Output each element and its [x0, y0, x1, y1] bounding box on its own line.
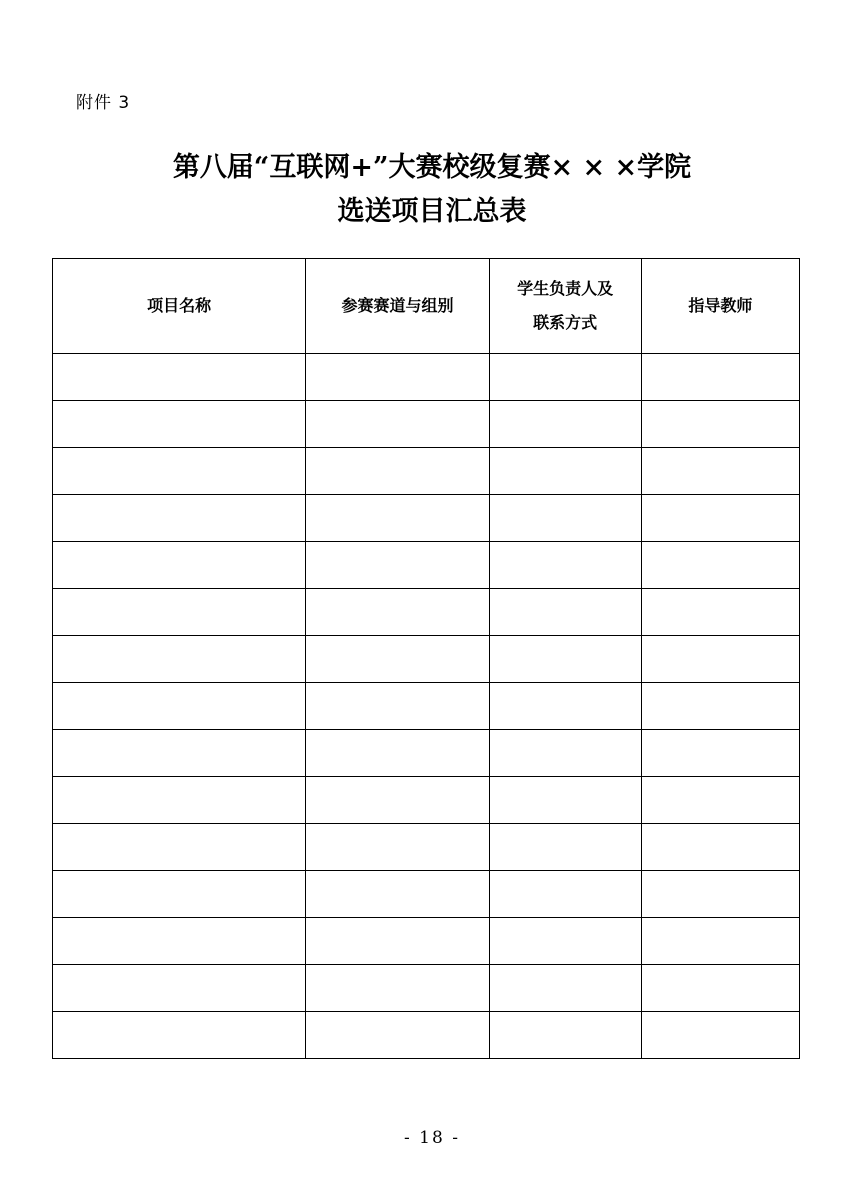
table-cell[interactable] — [53, 542, 306, 589]
table-cell[interactable] — [489, 401, 641, 448]
title-line-2: 选送项目汇总表 — [337, 196, 527, 227]
table-cell[interactable] — [489, 777, 641, 824]
table-cell[interactable] — [489, 683, 641, 730]
table-cell[interactable] — [53, 965, 306, 1012]
table-row — [53, 589, 800, 636]
header-advisor: 指导教师 — [641, 259, 799, 354]
table-cell[interactable] — [53, 683, 306, 730]
table-cell[interactable] — [306, 495, 489, 542]
table-cell[interactable] — [306, 871, 489, 918]
table-cell[interactable] — [489, 965, 641, 1012]
table-cell[interactable] — [306, 401, 489, 448]
table-cell[interactable] — [306, 965, 489, 1012]
table-cell[interactable] — [641, 354, 799, 401]
table-cell[interactable] — [306, 824, 489, 871]
table-cell[interactable] — [489, 636, 641, 683]
table-cell[interactable] — [641, 589, 799, 636]
attachment-label: 附件 3 — [76, 93, 131, 113]
table-cell[interactable] — [641, 777, 799, 824]
table-cell[interactable] — [53, 448, 306, 495]
table-cell[interactable] — [306, 1012, 489, 1059]
table-cell[interactable] — [489, 871, 641, 918]
table-row — [53, 871, 800, 918]
table-cell[interactable] — [641, 1012, 799, 1059]
table-cell[interactable] — [306, 589, 489, 636]
table-cell[interactable] — [641, 495, 799, 542]
table-cell[interactable] — [641, 542, 799, 589]
table-cell[interactable] — [489, 824, 641, 871]
table-cell[interactable] — [489, 730, 641, 777]
table-header-row — [53, 259, 800, 354]
title-line-1: 第八届“互联网+”大赛校级复赛× × ×学院 — [172, 152, 692, 183]
table-body — [53, 354, 800, 1059]
table-cell[interactable] — [641, 824, 799, 871]
table-row — [53, 636, 800, 683]
table-row — [53, 683, 800, 730]
table-cell[interactable] — [489, 448, 641, 495]
table-cell[interactable] — [489, 495, 641, 542]
table-cell[interactable] — [53, 871, 306, 918]
table-row — [53, 965, 800, 1012]
table-cell[interactable] — [489, 1012, 641, 1059]
table-cell[interactable] — [489, 589, 641, 636]
header-student-contact: 学生负责人及 联系方式 — [489, 259, 641, 354]
table-cell[interactable] — [306, 683, 489, 730]
table-cell[interactable] — [641, 683, 799, 730]
header-project-name: 项目名称 — [53, 259, 306, 354]
table-cell[interactable] — [306, 542, 489, 589]
table-cell[interactable] — [53, 401, 306, 448]
table-cell[interactable] — [641, 965, 799, 1012]
table-row — [53, 542, 800, 589]
table-cell[interactable] — [641, 730, 799, 777]
table-cell[interactable] — [641, 918, 799, 965]
table-cell[interactable] — [53, 495, 306, 542]
table-row — [53, 730, 800, 777]
table-row — [53, 495, 800, 542]
table-cell[interactable] — [641, 448, 799, 495]
table-row — [53, 448, 800, 495]
table-cell[interactable] — [489, 542, 641, 589]
table-cell[interactable] — [306, 777, 489, 824]
table-cell[interactable] — [306, 636, 489, 683]
table-cell[interactable] — [641, 871, 799, 918]
table-cell[interactable] — [53, 1012, 306, 1059]
page-number: - 18 - — [404, 1128, 460, 1148]
document-title — [0, 146, 864, 234]
table-cell[interactable] — [53, 354, 306, 401]
table-cell[interactable] — [53, 589, 306, 636]
table-cell[interactable] — [641, 636, 799, 683]
table-cell[interactable] — [53, 636, 306, 683]
table-row — [53, 1012, 800, 1059]
table-cell[interactable] — [53, 918, 306, 965]
table-cell[interactable] — [53, 777, 306, 824]
project-summary-table — [52, 258, 800, 1059]
table-cell[interactable] — [306, 448, 489, 495]
table-cell[interactable] — [489, 354, 641, 401]
table-cell[interactable] — [53, 730, 306, 777]
table-cell[interactable] — [306, 354, 489, 401]
table-row — [53, 824, 800, 871]
table-cell[interactable] — [641, 401, 799, 448]
table-cell[interactable] — [306, 730, 489, 777]
table-cell[interactable] — [306, 918, 489, 965]
table-cell[interactable] — [489, 918, 641, 965]
table-row — [53, 777, 800, 824]
table-cell[interactable] — [53, 824, 306, 871]
header-track-group: 参赛赛道与组别 — [306, 259, 489, 354]
table-row — [53, 354, 800, 401]
table-row — [53, 401, 800, 448]
table-row — [53, 918, 800, 965]
